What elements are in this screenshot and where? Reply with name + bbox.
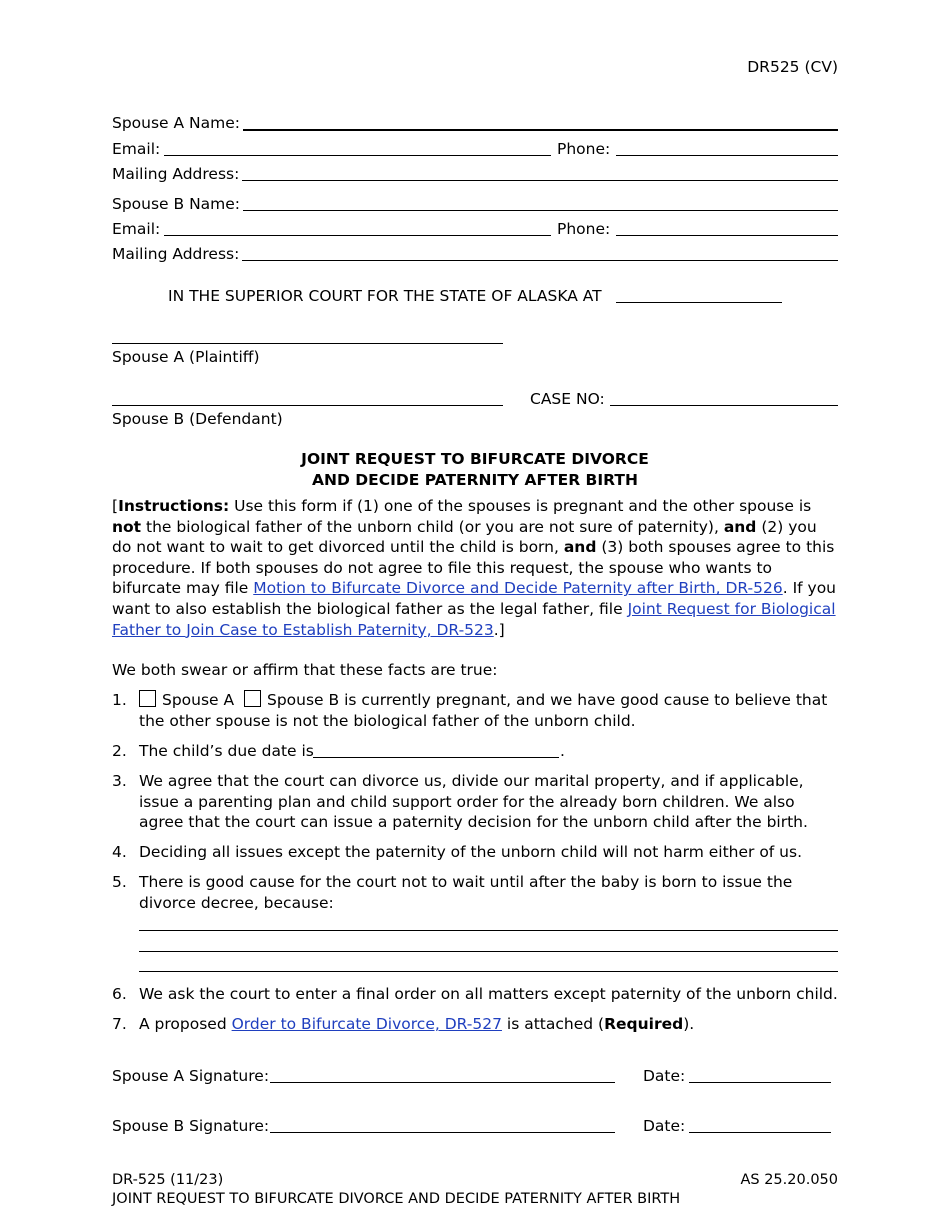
swear-statement: We both swear or affirm that these facts are true: bbox=[112, 661, 498, 679]
spouse-b-date-label: Date: bbox=[643, 1117, 686, 1135]
spouse-b-date-field[interactable] bbox=[689, 1132, 831, 1133]
defendant-caption: Spouse B (Defendant) bbox=[112, 410, 283, 428]
court-location-field[interactable] bbox=[616, 302, 782, 303]
spouse-b-email-label: Email: bbox=[112, 220, 161, 238]
case-no-field[interactable] bbox=[610, 405, 838, 406]
good-cause-line-2[interactable] bbox=[139, 951, 838, 952]
plaintiff-caption: Spouse A (Plaintiff) bbox=[112, 348, 260, 366]
court-heading: IN THE SUPERIOR COURT FOR THE STATE OF ALASKA AT bbox=[168, 287, 602, 305]
spouse-a-checkbox[interactable] bbox=[139, 690, 156, 707]
spouse-b-name-label: Spouse B Name: bbox=[112, 195, 241, 213]
instructions-paragraph: [Instructions: Use this form if (1) one of the spouses is pregnant and the other spouse is not the biological father of the unborn child (or you are not sure of paternity), and (2) you do not want to wait to get divorced until the child is born, and (3) both spouses agree to this procedure. If both spouses do not agree to file this request, the spouse who wants to bifurcate may file Motion to Bifurcate Divorce and Decide Paternity after Birth, DR-526. If you want to also establish the biological father as the legal father, file Joint Request for Biological Father to Join Case to Establish Paternity, DR-523.] bbox=[112, 497, 837, 639]
spouse-a-name-field[interactable] bbox=[243, 129, 838, 131]
good-cause-line-3[interactable] bbox=[139, 971, 838, 972]
good-cause-line-1[interactable] bbox=[139, 930, 838, 931]
spouse-b-email-field[interactable] bbox=[164, 235, 551, 236]
spouse-b-address-field[interactable] bbox=[242, 260, 838, 261]
form-code: DR525 (CV) bbox=[747, 58, 838, 76]
link-dr-527[interactable]: Order to Bifurcate Divorce, DR-527 bbox=[231, 1015, 502, 1033]
spouse-b-phone-field[interactable] bbox=[616, 235, 838, 236]
spouse-a-address-field[interactable] bbox=[242, 180, 838, 181]
spouse-a-phone-label: Phone: bbox=[557, 140, 611, 158]
spouse-a-date-field[interactable] bbox=[689, 1082, 831, 1083]
due-date-field[interactable] bbox=[313, 757, 559, 758]
defendant-name-field[interactable] bbox=[112, 405, 503, 406]
spouse-a-signature-field[interactable] bbox=[270, 1082, 615, 1083]
instructions-label: Instructions: bbox=[118, 497, 230, 515]
spouse-b-name-field[interactable] bbox=[243, 210, 838, 211]
spouse-a-option-label: Spouse A bbox=[162, 691, 235, 709]
spouse-a-email-label: Email: bbox=[112, 140, 161, 158]
spouse-a-signature-label: Spouse A Signature: bbox=[112, 1067, 270, 1085]
spouse-a-email-field[interactable] bbox=[164, 155, 551, 156]
case-no-label: CASE NO: bbox=[530, 390, 605, 408]
link-dr-523[interactable]: Joint Request for Biological Father to Join Case to Establish Paternity, DR-523 bbox=[112, 599, 836, 639]
spouse-a-address-label: Mailing Address: bbox=[112, 165, 240, 183]
spouse-b-checkbox[interactable] bbox=[244, 690, 261, 707]
spouse-a-phone-field[interactable] bbox=[616, 155, 838, 156]
form-title-line2: AND DECIDE PATERNITY AFTER BIRTH bbox=[312, 471, 638, 489]
spouse-b-signature-label: Spouse B Signature: bbox=[112, 1117, 270, 1135]
spouse-b-address-label: Mailing Address: bbox=[112, 245, 240, 263]
footer-form-rev: DR-525 (11/23) bbox=[112, 1172, 224, 1188]
spouse-b-phone-label: Phone: bbox=[557, 220, 611, 238]
footer-statute: AS 25.20.050 bbox=[740, 1172, 838, 1188]
form-title-line1: JOINT REQUEST TO BIFURCATE DIVORCE bbox=[301, 450, 649, 468]
spouse-b-option-label: Spouse B is currently pregnant, and we have good cause to believe that bbox=[267, 691, 828, 709]
link-dr-526[interactable]: Motion to Bifurcate Divorce and Decide Paternity after Birth, DR-526 bbox=[253, 579, 783, 598]
spouse-a-date-label: Date: bbox=[643, 1067, 686, 1085]
spouse-b-signature-field[interactable] bbox=[270, 1132, 615, 1133]
footer-title: JOINT REQUEST TO BIFURCATE DIVORCE AND DECIDE PATERNITY AFTER BIRTH bbox=[112, 1191, 681, 1207]
plaintiff-name-field[interactable] bbox=[112, 343, 503, 344]
form-title bbox=[112, 449, 838, 491]
spouse-a-name-label: Spouse A Name: bbox=[112, 114, 241, 132]
